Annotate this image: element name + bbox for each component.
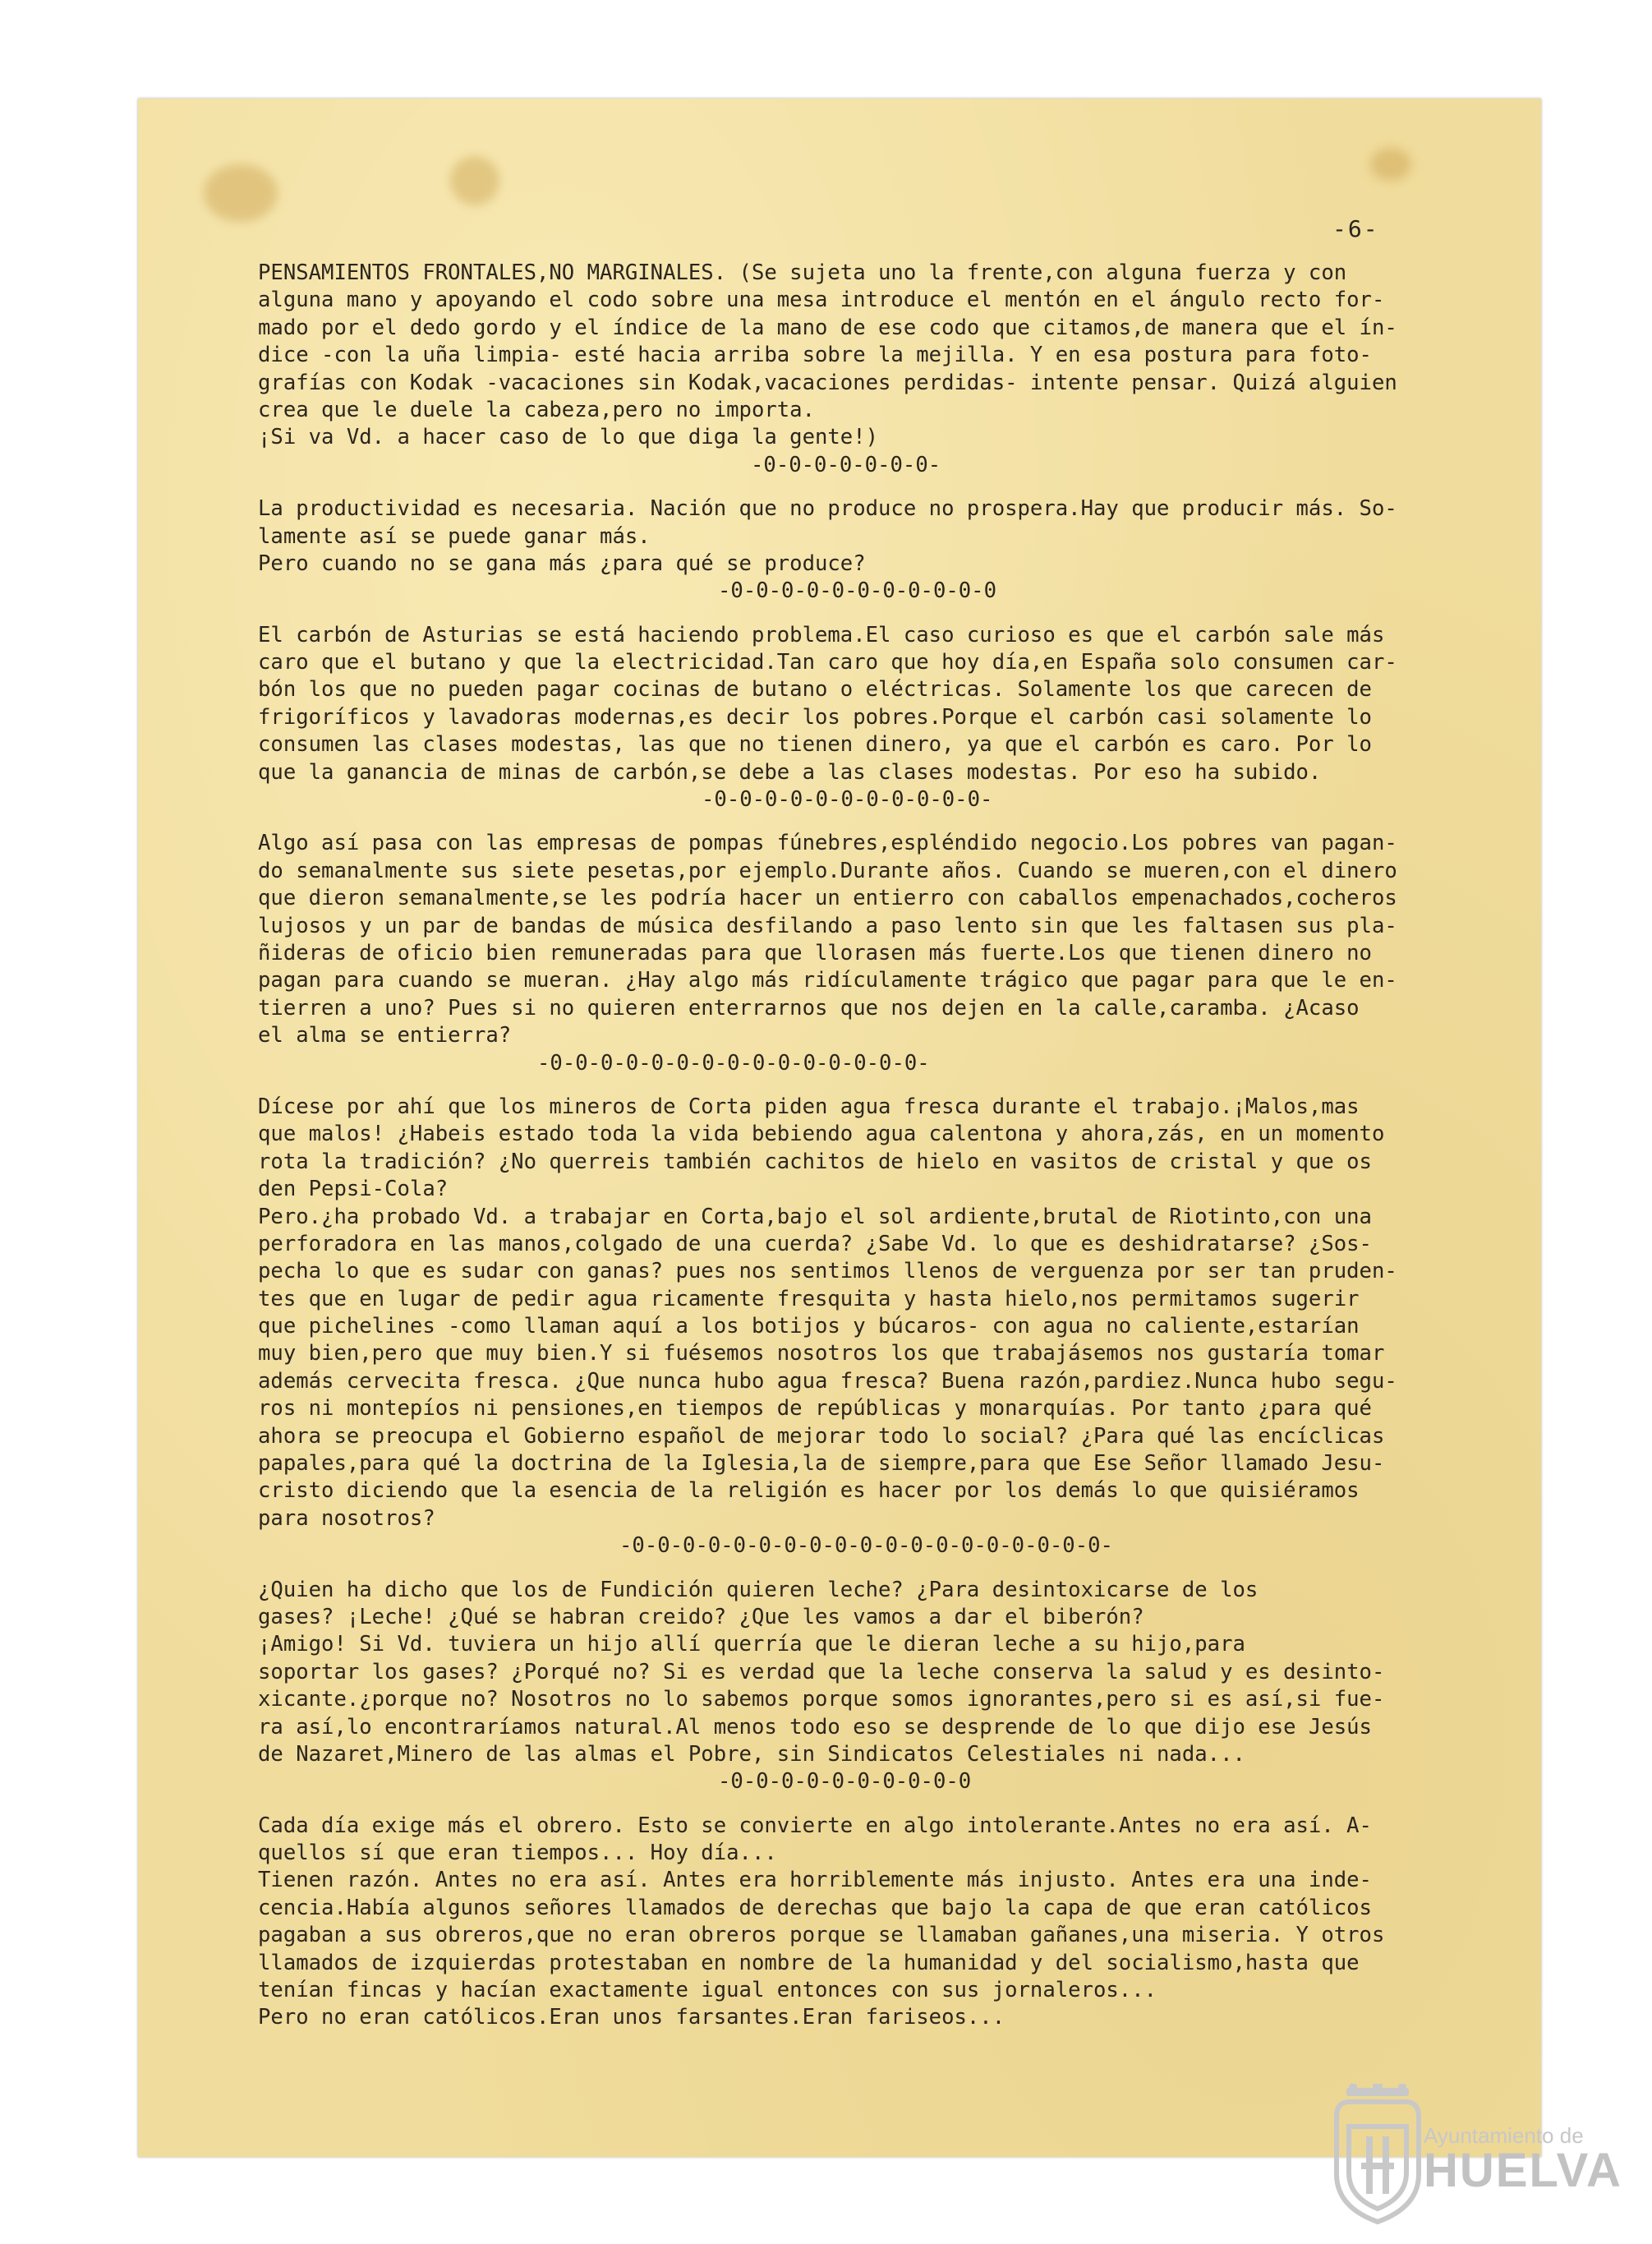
paper-stain (450, 156, 499, 205)
text-line: den Pepsi-Cola? (258, 1177, 449, 1202)
text-line: crea que le duele la cabeza,pero no importa. (258, 397, 815, 422)
watermark-city: HUELVA (1424, 2144, 1622, 2197)
paragraph (258, 1094, 1490, 1577)
text-line: mado por el dedo gordo y el índice de la mano de ese codo que citamos,de manera que el ín- (258, 315, 1397, 340)
text-line: que pichelines -como llaman aquí a los botijos y búcaros- con agua no caliente,estarían (258, 1314, 1360, 1339)
text-line: tierren a uno? Pues si no quieren enterrarnos que nos dejen en la calle,caramba. ¿Acaso (258, 995, 1360, 1021)
text-line: Pero cuando no se gana más ¿para qué se produce? (258, 551, 866, 576)
text-line: Cada día exige más el obrero. Esto se convierte en algo intolerante.Antes no era así. A- (258, 1813, 1372, 1838)
text-line: ñideras de oficio bien remuneradas para que llorasen más fuerte.Los que tienen dinero no (258, 940, 1372, 965)
text-line: Pero no eran católicos.Eran unos farsantes.Eran fariseos... (258, 2005, 1005, 2030)
text-line: cencia.Había algunos señores llamados de derechas que bajo la capa de que eran católicos (258, 1895, 1372, 1920)
text-line: ¡Si va Vd. a hacer caso de lo que diga la gente!) (258, 425, 879, 450)
text-line: alguna mano y apoyando el codo sobre una mesa introduce el mentón en el ángulo recto for- (258, 288, 1385, 313)
separator-line: -0-0-0-0-0-0-0-0-0-0-0- (702, 787, 993, 813)
paragraph-gap (258, 1077, 1490, 1094)
paragraph (258, 1813, 1490, 2032)
text-line: papales,para qué la doctrina de la Iglesia,la de siempre,para que Ese Señor llamado Jesu- (258, 1451, 1385, 1477)
text-line: Algo así pasa con las empresas de pompas fúnebres,espléndido negocio.Los pobres van pagan- (258, 831, 1397, 856)
text-line: pagaban a sus obreros,que no eran obreros porque se llamaban gañanes,una miseria. Y otros (258, 1923, 1385, 1948)
text-line: gases? ¡Leche! ¿Qué se habran creido? ¿Que les vamos a dar el biberón? (258, 1604, 1144, 1629)
text-line: Tienen razón. Antes no era así. Antes era horriblemente más injusto. Antes era una inde- (258, 1868, 1372, 1893)
paragraph (258, 622, 1490, 831)
text-line: el alma se entierra? (258, 1023, 512, 1048)
text-line: llamados de izquierdas protestaban en nombre de la humanidad y del socialismo,hasta que (258, 1950, 1360, 1975)
text-line: ros ni montepíos ni pensiones,en tiempos de repúblicas y monarquías. Por tanto ¿para qué (258, 1396, 1372, 1422)
page-number: -6- (1332, 215, 1379, 242)
text-line: perforadora en las manos,colgado de una cuerda? ¿Sabe Vd. lo que es deshidratarse? ¿Sos- (258, 1231, 1372, 1256)
text-line: pagan para cuando se mueran. ¿Hay algo más ridículamente trágico que pagar para que le en- (258, 968, 1397, 993)
separator-line: -0-0-0-0-0-0-0- (751, 452, 941, 477)
text-line: lamente así se puede ganar más. (258, 523, 651, 549)
paragraph-gap (258, 479, 1490, 495)
paragraph-gap (258, 813, 1490, 830)
text-line: pecha lo que es sudar con ganas? pues nos sentimos llenos de verguenza por ser tan pruden- (258, 1259, 1397, 1284)
text-line: bón los que no pueden pagar cocinas de butano o eléctricas. Solamente los que carecen de (258, 677, 1372, 703)
paragraph (258, 495, 1490, 622)
text-line: ahora se preocupa el Gobierno español de mejorar todo lo social? ¿Para qué las encíclicas (258, 1423, 1385, 1449)
separator-line: -0-0-0-0-0-0-0-0-0-0-0-0-0-0-0- (537, 1050, 930, 1076)
text-line: lujosos y un par de bandas de música desfilando a paso lento sin que les faltasen sus pla- (258, 913, 1397, 938)
text-line: de Nazaret,Minero de las almas el Pobre, sin Sindicatos Celestiales ni nada... (258, 1741, 1245, 1767)
text-line: rota la tradición? ¿No querreis también cachitos de hielo en vasitos de cristal y que os (258, 1149, 1372, 1174)
separator-line: -0-0-0-0-0-0-0-0-0-0 (718, 1769, 972, 1795)
text-line: frigoríficos y lavadoras modernas,es decir los pobres.Porque el carbón casi solamente lo (258, 704, 1372, 730)
paper-stain (204, 164, 278, 222)
text-line: tes que en lugar de pedir agua ricamente fresquita y hasta hielo,nos permitamos sugerir (258, 1286, 1360, 1311)
text-line: que la ganancia de minas de carbón,se debe a las clases modestas. Por eso ha subido. (258, 759, 1322, 785)
text-line: ¿Quien ha dicho que los de Fundición quieren leche? ¿Para desintoxicarse de los (258, 1577, 1259, 1602)
text-line: La productividad es necesaria. Nación que no produce no prospera.Hay que producir más. So- (258, 496, 1397, 522)
watermark-org: Ayuntamiento de (1424, 2123, 1584, 2148)
text-line: dice -con la uña limpia- esté hacia arriba sobre la mejilla. Y en esa postura para foto- (258, 343, 1372, 368)
text-line: cristo diciendo que la esencia de la religión es hacer por los demás lo que quisiéramos (258, 1478, 1360, 1504)
separator-line: -0-0-0-0-0-0-0-0-0-0-0-0-0-0-0-0-0-0-0- (619, 1533, 1113, 1559)
text-line: tenían fincas y hacían exactamente igual entonces con sus jornaleros... (258, 1978, 1157, 2003)
paragraph (258, 1577, 1490, 1813)
text-line: para nosotros? (258, 1505, 435, 1531)
text-line: que malos! ¿Habeis estado toda la vida bebiendo agua calentona y ahora,zás, en un momento (258, 1122, 1385, 1147)
text-line: xicante.¿porque no? Nosotros no lo sabemos porque somos ignorantes,pero si es así,si fue- (258, 1687, 1385, 1712)
paragraph-gap (258, 606, 1490, 622)
text-line: que dieron semanalmente,se les podría hacer un entierro con caballos empenachados,cocheros (258, 886, 1397, 911)
paragraph (258, 830, 1490, 1094)
separator-line: -0-0-0-0-0-0-0-0-0-0-0 (718, 578, 996, 604)
paragraph-gap (258, 1560, 1490, 1577)
text-line: caro que el butano y que la electricidad.Tan caro que hoy día,en España solo consumen car- (258, 650, 1397, 675)
paragraph-gap (258, 1796, 1490, 1813)
typewritten-text (258, 260, 1490, 2032)
paper-stain (1370, 148, 1411, 181)
text-line: ra así,lo encontraríamos natural.Al menos todo eso se desprende de lo que dijo ese Jesús (258, 1714, 1372, 1739)
text-line: muy bien,pero que muy bien.Y si fuésemos nosotros los que trabajásemos nos gustaría tomar (258, 1341, 1385, 1366)
text-line: consumen las clases modestas, las que no tienen dinero, ya que el carbón es caro. Por lo (258, 732, 1372, 758)
text-line: Pero.¿ha probado Vd. a trabajar en Corta,bajo el sol ardiente,brutal de Riotinto,con una (258, 1204, 1372, 1229)
text-line: soportar los gases? ¿Porqué no? Si es verdad que la leche conserva la salud y es desinto- (258, 1659, 1385, 1684)
text-line: do semanalmente sus siete pesetas,por ejemplo.Durante años. Cuando se mueren,con el dinero (258, 858, 1397, 883)
text-line: PENSAMIENTOS FRONTALES,NO MARGINALES. (Se sujeta uno la frente,con alguna fuerza y con (258, 260, 1347, 285)
text-line: además cervecita fresca. ¿Que nunca hubo agua fresca? Buena razón,pardiez.Nunca hubo segu- (258, 1368, 1397, 1394)
text-line: ¡Amigo! Si Vd. tuviera un hijo allí querría que le dieran leche a su hijo,para (258, 1632, 1245, 1657)
text-line: Dícese por ahí que los mineros de Corta piden agua fresca durante el trabajo.¡Malos,mas (258, 1094, 1360, 1119)
paragraph (258, 260, 1490, 495)
text-line: grafías con Kodak -vacaciones sin Kodak,vacaciones perdidas- intente pensar. Quizá alguien (258, 370, 1397, 395)
text-line: El carbón de Asturias se está haciendo problema.El caso curioso es que el carbón sale más (258, 622, 1385, 647)
text-line: quellos sí que eran tiempos... Hoy día... (258, 1841, 777, 1866)
